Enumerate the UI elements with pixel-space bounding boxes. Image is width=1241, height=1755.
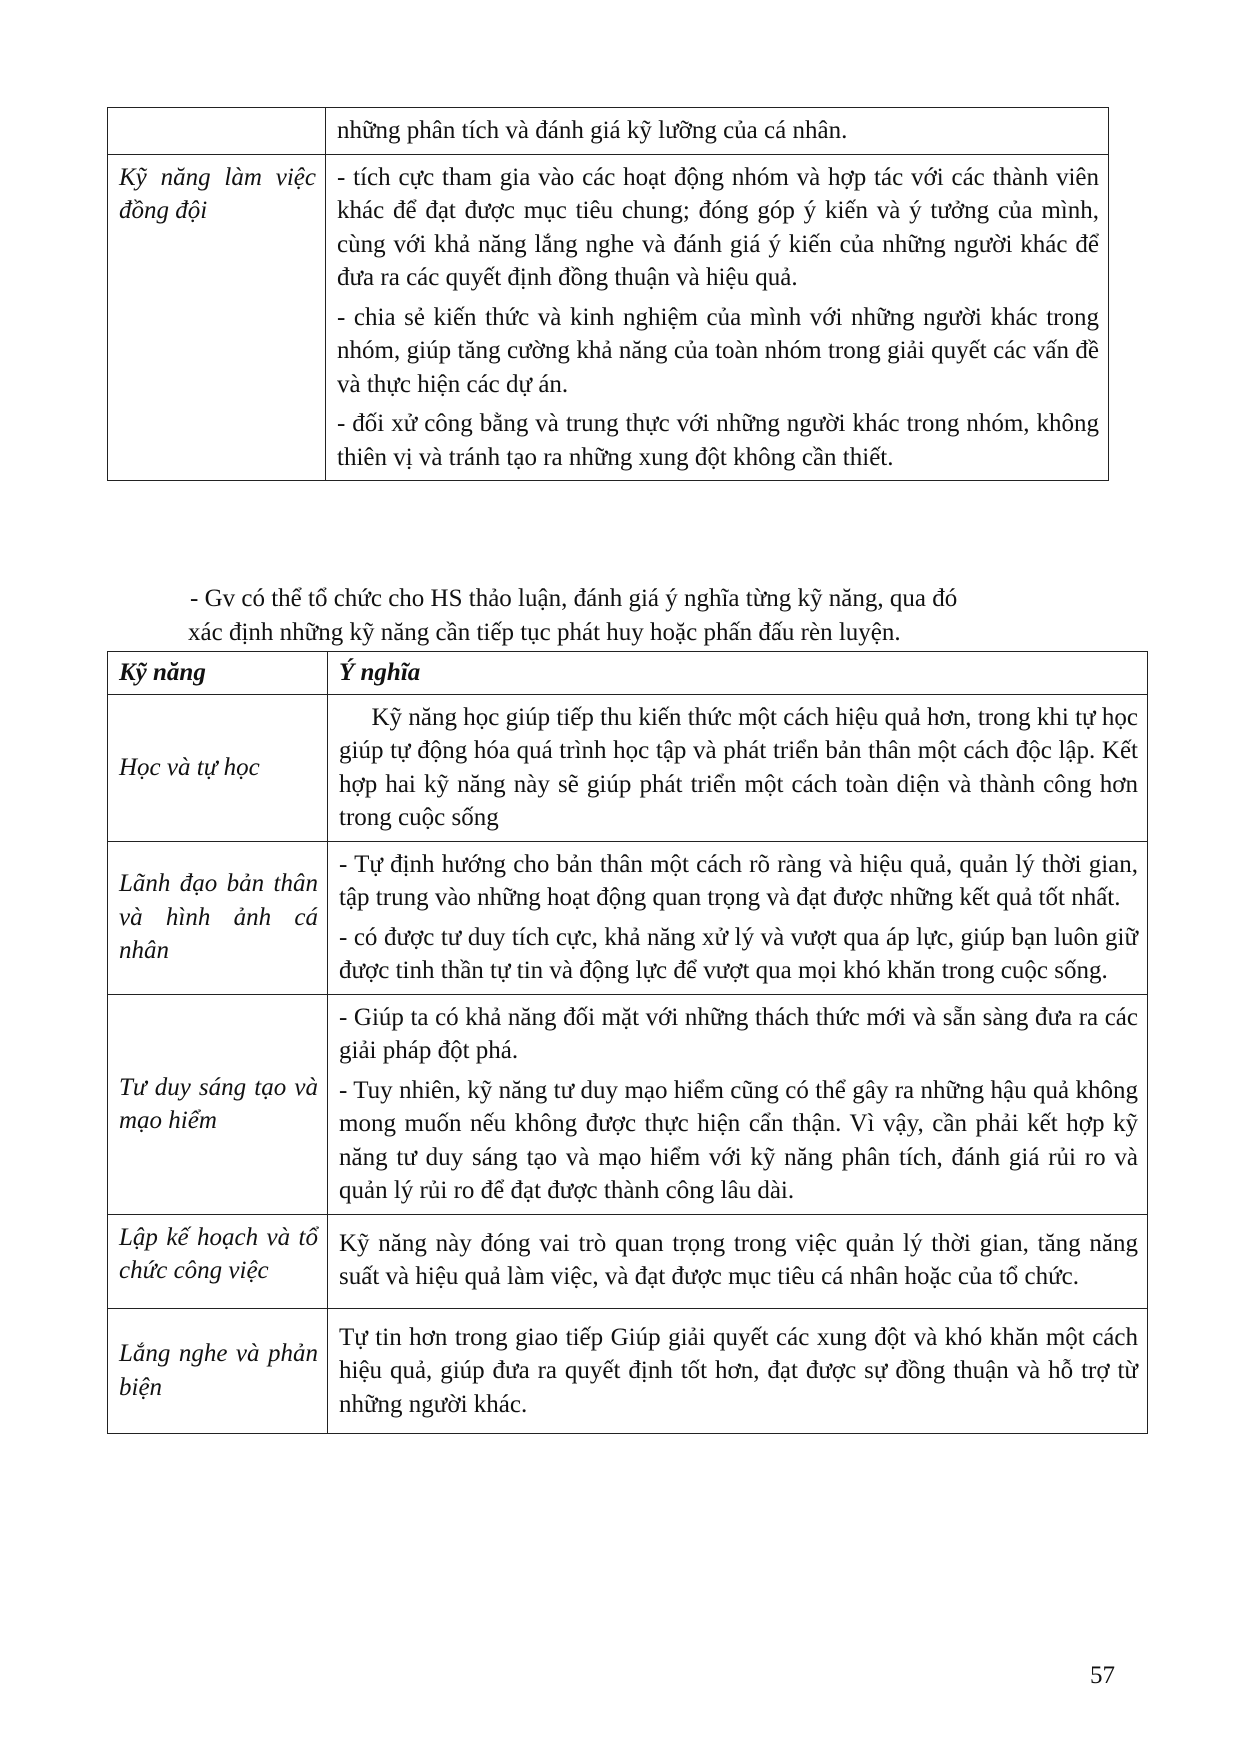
- instruction-paragraph: [190, 582, 1130, 649]
- team-skills-table: [107, 107, 1109, 481]
- skill-meaning: [328, 694, 1148, 841]
- table-row: [108, 108, 1109, 155]
- skill-label: Học và tự học: [108, 694, 328, 841]
- skill-description: [326, 154, 1109, 481]
- skill-meaning: [328, 841, 1148, 994]
- skills-meaning-table: [107, 651, 1148, 1434]
- table-row: [108, 1214, 1148, 1308]
- meaning-paragraph: - Giúp ta có khả năng đối mặt với những thách thức mới và sẵn sàng đưa ra các giải pháp đột phá.: [339, 1003, 1138, 1064]
- skill-label: Lắng nghe và phản biện: [108, 1308, 328, 1434]
- description-paragraph: - chia sẻ kiến thức và kinh nghiệm của mình với những người khác trong nhóm, giúp tăng cường khả năng của toàn nhóm trong giải quyết các vấn đề và thực hiện các dự án.: [337, 303, 1099, 398]
- skill-meaning: [328, 994, 1148, 1214]
- skill-meaning: [328, 1308, 1148, 1434]
- table-header-row: [108, 652, 1148, 695]
- description-paragraph: những phân tích và đánh giá kỹ lưỡng của cá nhân.: [337, 117, 848, 144]
- table-row: [108, 694, 1148, 841]
- table-row: [108, 994, 1148, 1214]
- description-paragraph: - đối xử công bằng và trung thực với những người khác trong nhóm, không thiên vị và tránh tạo ra những xung đột không cần thiết.: [337, 410, 1099, 471]
- skill-meaning: [328, 1214, 1148, 1308]
- header-skill: Kỹ năng: [108, 652, 328, 695]
- skill-description: [326, 108, 1109, 155]
- meaning-paragraph: Kỹ năng học giúp tiếp thu kiến thức một cách hiệu quả hơn, trong khi tự học giúp tự động hóa quá trình học tập và phát triển bản thân một cách độc lập. Kết hợp hai kỹ năng này sẽ giúp phát triển một cách toàn diện và thành công hơn trong cuộc sống: [339, 703, 1138, 831]
- skill-label: [108, 108, 326, 155]
- meaning-paragraph: - có được tư duy tích cực, khả năng xử lý và vượt qua áp lực, giúp bạn luôn giữ được tinh thần tự tin và động lực để vượt qua mọi khó khăn trong cuộc sống.: [339, 923, 1138, 984]
- meaning-paragraph: - Tự định hướng cho bản thân một cách rõ ràng và hiệu quả, quản lý thời gian, tập trung vào những hoạt động quan trọng và đạt được những kết quả tốt nhất.: [339, 850, 1138, 911]
- skill-label: Lập kế hoạch và tổ chức công việc: [108, 1214, 328, 1308]
- table-row: [108, 841, 1148, 994]
- meaning-paragraph: - Tuy nhiên, kỹ năng tư duy mạo hiểm cũng có thể gây ra những hậu quả không mong muốn nếu không được thực hiện cẩn thận. Vì vậy, cần phải kết hợp kỹ năng tư duy sáng tạo và mạo hiểm với kỹ năng phân tích, đánh giá rủi ro và quản lý rủi ro để đạt được thành công lâu dài.: [339, 1076, 1138, 1204]
- table-row: [108, 1308, 1148, 1434]
- skill-label: Tư duy sáng tạo và mạo hiểm: [108, 994, 328, 1214]
- meaning-paragraph: Kỹ năng này đóng vai trò quan trọng trong việc quản lý thời gian, tăng năng suất và hiệu quả làm việc, và đạt được mục tiêu cá nhân hoặc của tổ chức.: [339, 1229, 1138, 1290]
- description-paragraph: - tích cực tham gia vào các hoạt động nhóm và hợp tác với các thành viên khác để đạt được mục tiêu chung; đóng góp ý kiến và ý tưởng của mình, cùng với khả năng lắng nghe và đánh giá ý kiến của những người khác để đưa ra các quyết định đồng thuận và hiệu quả.: [337, 163, 1099, 291]
- skill-label: Lãnh đạo bản thân và hình ảnh cá nhân: [108, 841, 328, 994]
- page-number: 57: [1090, 1662, 1115, 1689]
- instruction-line-2: xác định những kỹ năng cần tiếp tục phát huy hoặc phấn đấu rèn luyện.: [188, 618, 901, 646]
- skill-label: Kỹ năng làm việc đồng đội: [108, 154, 326, 481]
- instruction-line-1: - Gv có thể tổ chức cho HS thảo luận, đánh giá ý nghĩa từng kỹ năng, qua đó: [190, 585, 958, 612]
- header-meaning: Ý nghĩa: [328, 652, 1148, 695]
- table-row: [108, 154, 1109, 481]
- meaning-paragraph: Tự tin hơn trong giao tiếp Giúp giải quyết các xung đột và khó khăn một cách hiệu quả, giúp đưa ra quyết định tốt hơn, đạt được sự đồng thuận và hỗ trợ từ những người khác.: [339, 1323, 1138, 1418]
